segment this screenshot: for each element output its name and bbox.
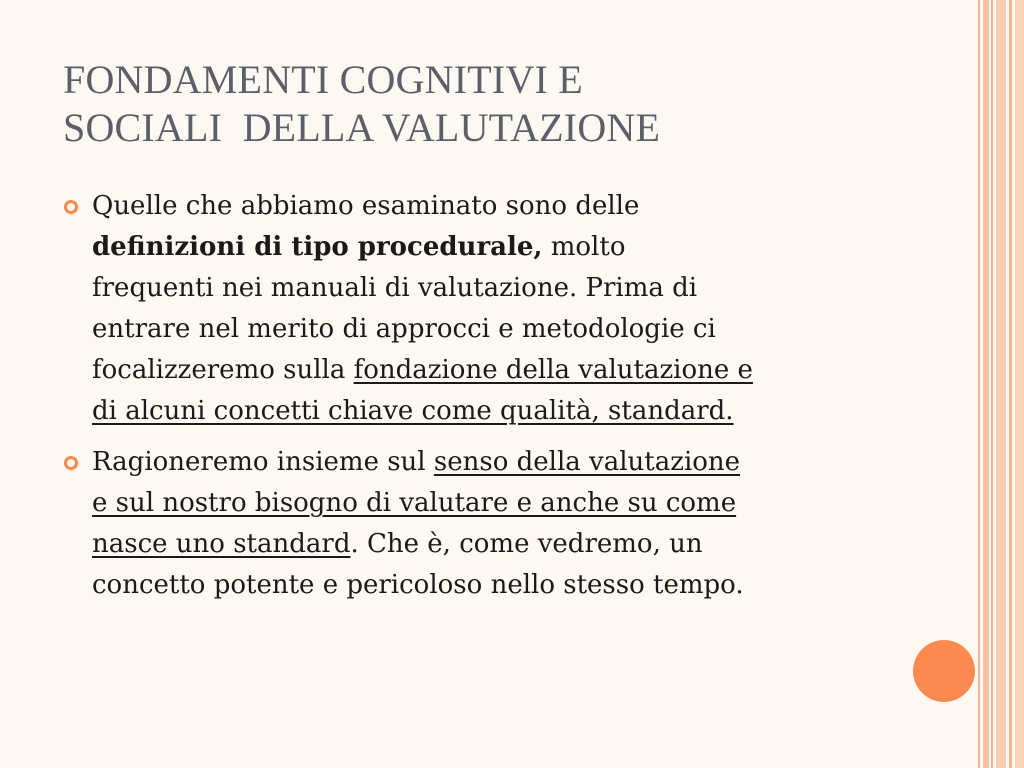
text: focalizzeremo sulla xyxy=(92,355,354,385)
bullet-line xyxy=(92,483,894,524)
decorative-stripe xyxy=(983,0,989,768)
underlined-text: fondazione della valutazione e xyxy=(353,355,753,385)
bullet-item xyxy=(64,442,894,606)
text: . Che è, come vedremo, un xyxy=(350,529,703,559)
bullet-line: concetto potente e pericoloso nello stesso tempo. xyxy=(92,570,744,600)
bullet-circle-icon xyxy=(64,200,78,214)
bold-text: definizioni di tipo procedurale, xyxy=(92,232,543,262)
bullet-line: Quelle che abbiamo esaminato sono delle xyxy=(92,191,640,221)
bullet-line: frequenti nei manuali di valutazione. Prima di xyxy=(92,273,698,303)
bullet-line: entrare nel merito di approcci e metodologie ci xyxy=(92,314,716,344)
slide-title-line: FONDAMENTI COGNITIVI E xyxy=(63,57,583,102)
bullet-line xyxy=(92,227,894,268)
bullet-circle-icon xyxy=(64,456,78,470)
decorative-stripe xyxy=(978,0,980,768)
slide-content xyxy=(64,186,894,606)
decorative-stripe xyxy=(1009,0,1012,768)
bullet-line xyxy=(92,524,894,565)
slide-title xyxy=(63,56,923,152)
underlined-text: senso della valutazione xyxy=(433,447,741,477)
decorative-stripe xyxy=(1015,0,1024,768)
bullet-item xyxy=(64,186,894,432)
bullet-line xyxy=(92,391,894,432)
slide-title-line: SOCIALI DELLA VALUTAZIONE xyxy=(63,105,661,150)
underlined-text: nasce uno standard xyxy=(92,529,351,559)
underlined-text: di alcuni concetti chiave come qualità, standard. xyxy=(92,396,734,426)
decorative-stripe xyxy=(991,0,993,768)
decorative-circle xyxy=(913,640,975,702)
decorative-stripe xyxy=(996,0,1006,768)
underlined-text: e sul nostro bisogno di valutare e anche su come xyxy=(92,488,737,518)
bullet-line xyxy=(92,350,894,391)
text: Ragioneremo insieme sul xyxy=(92,447,434,477)
bullet-line xyxy=(92,442,894,483)
text: molto xyxy=(542,232,626,262)
